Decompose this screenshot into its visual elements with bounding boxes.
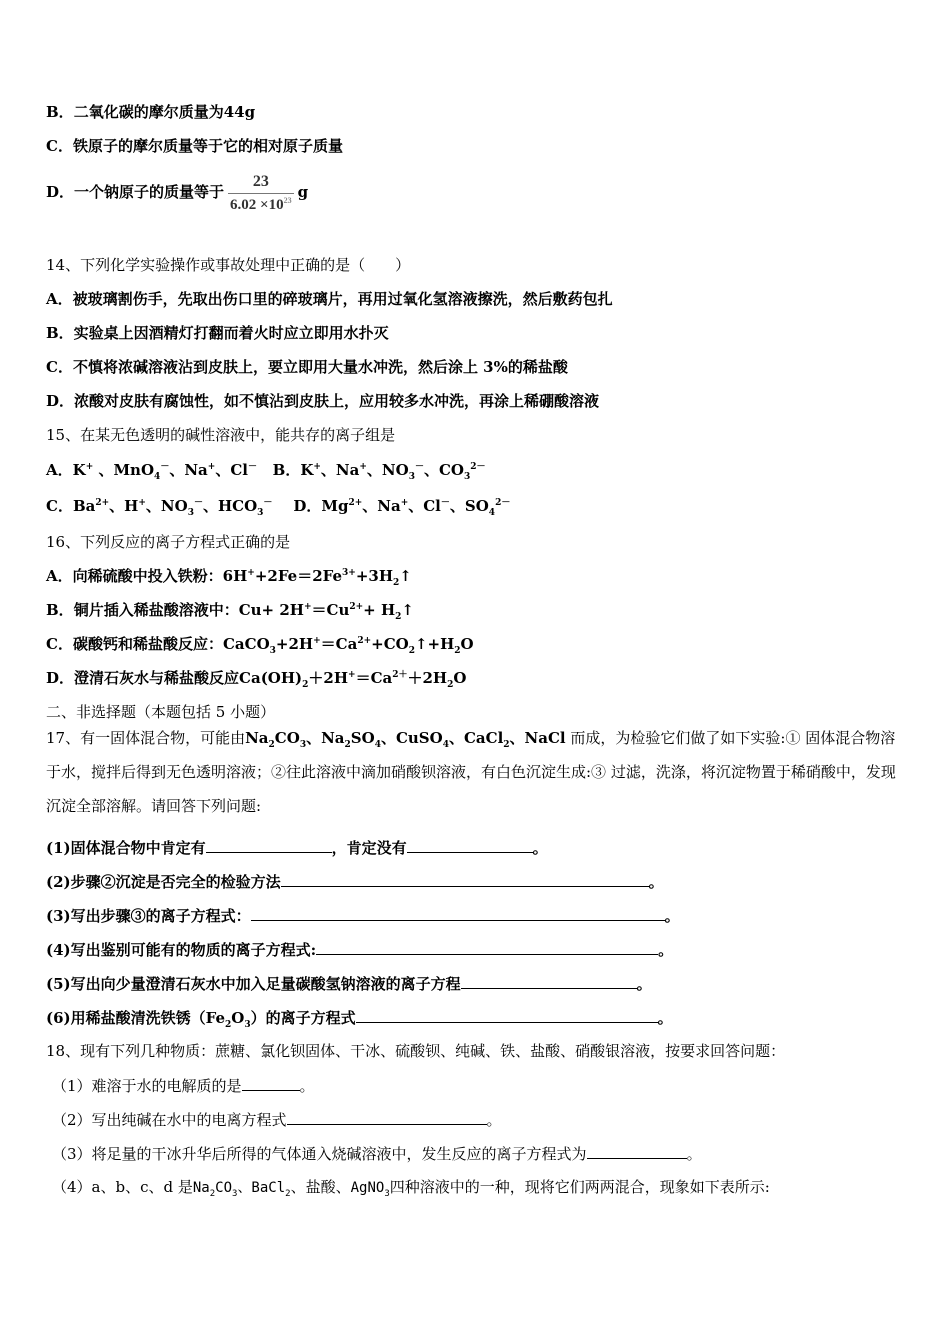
q14-option-c: C．不慎将浓碱溶液沾到皮肤上，要立即用大量水冲洗，然后涂上 3%的稀盐酸 <box>46 358 568 376</box>
answer-blank[interactable] <box>407 837 533 853</box>
section-title: 二、非选择题（本题包括 5 小题） <box>46 703 276 721</box>
answer-blank[interactable] <box>287 1109 487 1125</box>
q15-options-cd: C．$Ba^{2+}$、H+、$NO_3^-$、$HCO_3^-$ D．$Mg^{2+}$、Na+、Cl－、$SO_4^{2-}$ <box>46 497 511 518</box>
q16-option-b: B．铜片插入稀盐酸溶液中：$Cu+ 2H^+=Cu^{2+}+$ $H_2↑$ <box>46 601 414 622</box>
q17-part-5: (5)写出向少量澄清石灰水中加入足量碳酸氢钠溶液的离子方程 。 <box>46 975 652 993</box>
answer-blank[interactable] <box>281 871 649 887</box>
q18-part-1: （1）难溶于水的电解质的是 。 <box>52 1077 315 1095</box>
answer-blank[interactable] <box>356 1007 658 1023</box>
q16-option-c: C．碳酸钙和稀盐酸反应：$CaCO_3+2H^+=Ca^{2+}+CO_2↑+H_2O$ <box>46 635 474 656</box>
q14-option-d: D．浓酸对皮肤有腐蚀性，如不慎沾到皮肤上，应用较多水冲洗，再涂上稀硼酸溶液 <box>46 392 600 410</box>
q17-part-1: (1)固体混合物中肯定有 ，肯定没有 。 <box>46 839 548 857</box>
q16-option-d: D．澄清石灰水与稀盐酸反应$Ca(OH)_2+2H^+=Ca^{2+}+2H_2O$ <box>46 669 467 690</box>
answer-blank[interactable] <box>206 837 332 853</box>
q13-option-b: B．二氧化碳的摩尔质量为44g <box>46 103 256 121</box>
q16-stem: 16、下列反应的离子方程式正确的是 <box>46 533 291 551</box>
fraction <box>228 171 294 216</box>
q17-stem: 17、有一固体混合物，可能由$Na_2CO_3$、$Na_2SO_4$、CuSO$_4$、CaCl$_2$、NaCl 而成，为检验它们做了如下实验:① 固体混合物溶于水，搅拌后得到无色透明溶液；②往此溶液中滴加硝酸钡溶液，有白色沉淀生成:③ 过滤，洗涤，将沉淀物置于稀硝酸中，发现沉淀全部溶解。请回答下列问题: <box>46 729 896 815</box>
q16-option-a: A．向稀硫酸中投入铁粉：$6H^++2Fe=2Fe^{3+}+3H_2↑$ <box>46 567 412 588</box>
answer-blank[interactable] <box>242 1075 300 1091</box>
fraction-denominator: $6.02 \times 10^{23}$ <box>228 193 294 216</box>
q18-part-4: （4）a、b、c、d 是$Na_2CO_3$、BaCl$_2$、盐酸、AgNO$_3$四种溶液中的一种，现将它们两两混合，现象如下表所示: <box>52 1178 770 1199</box>
q18-stem: 18、现有下列几种物质：蔗糖、氯化钡固体、干冰、硫酸钡、纯碱、铁、盐酸、硝酸银溶液，按要求回答问题： <box>46 1042 786 1060</box>
q17-part-4: (4)写出鉴别可能有的物质的离子方程式: 。 <box>46 941 674 959</box>
q13-option-c: C．铁原子的摩尔质量等于它的相对原子质量 <box>46 137 343 155</box>
answer-blank[interactable] <box>316 939 658 955</box>
fraction-numerator: 23 <box>252 172 269 190</box>
q18-part-3: （3）将足量的干冰升华后所得的气体通入烧碱溶液中，发生反应的离子方程式为 。 <box>52 1145 702 1163</box>
q13-option-d: D．一个钠原子的质量等于 $\frac{23}{6.02 \times 10^{23}}$ g <box>46 170 906 216</box>
q17-part-3: (3)写出步骤③的离子方程式： 。 <box>46 907 680 925</box>
q14-stem: 14、下列化学实验操作或事故处理中正确的是（ ） <box>46 256 411 274</box>
q14-option-a: A．被玻璃割伤手，先取出伤口里的碎玻璃片，再用过氧化氢溶液擦洗，然后敷药包扎 <box>46 290 613 308</box>
q17-part-2: (2)步骤②沉淀是否完全的检验方法 。 <box>46 873 664 891</box>
q18-part-2: （2）写出纯碱在水中的电离方程式 。 <box>52 1111 502 1129</box>
answer-blank[interactable] <box>251 905 665 921</box>
q14-option-b: B．实验桌上因酒精灯打翻而着火时应立即用水扑灭 <box>46 324 389 342</box>
q15-stem: 15、在某无色透明的碱性溶液中，能共存的离子组是 <box>46 426 396 444</box>
q15-options-ab: A．K+ 、MnO$_4$－、Na+、Cl－ B．K+、Na+、$NO_3^-$、$CO_3^{2-}$ <box>46 461 486 482</box>
answer-blank[interactable] <box>587 1143 687 1159</box>
answer-blank[interactable] <box>461 973 637 989</box>
q17-part-6: (6)用稀盐酸清洗铁锈$(Fe_2O_3)$的离子方程式 。 <box>46 1009 673 1030</box>
